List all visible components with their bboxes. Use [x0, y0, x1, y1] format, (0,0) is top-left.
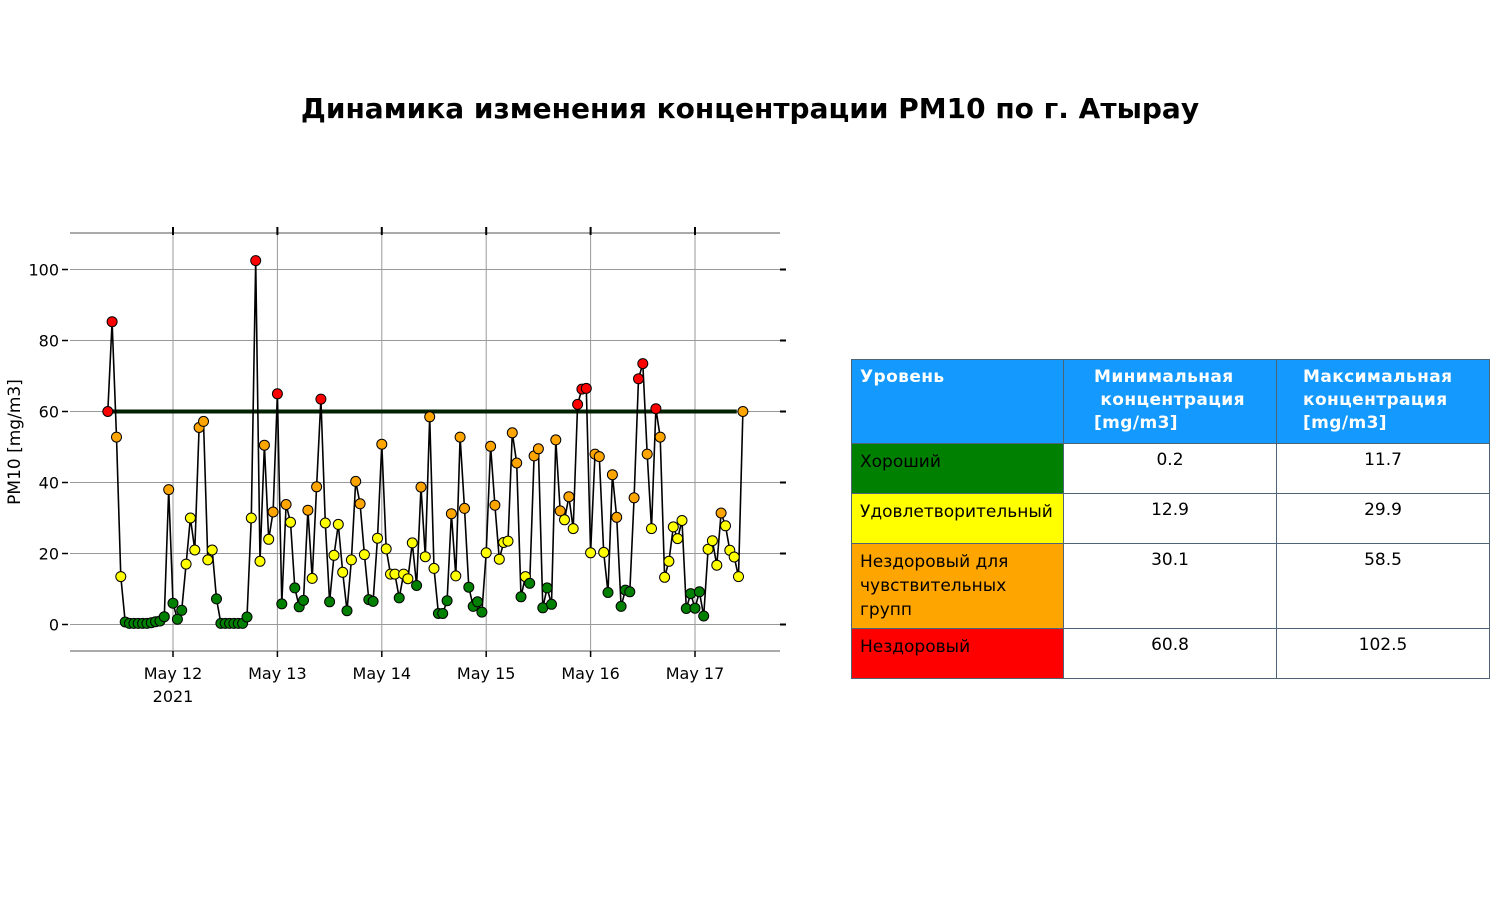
data-point: [586, 548, 596, 558]
y-tick-label: 60: [38, 402, 59, 422]
data-point: [551, 435, 561, 445]
data-point: [564, 492, 574, 502]
data-point: [481, 548, 491, 558]
data-point: [599, 547, 609, 557]
data-point: [333, 519, 343, 529]
data-point: [616, 601, 626, 611]
data-point: [690, 603, 700, 613]
data-point: [159, 612, 169, 622]
data-point: [416, 482, 426, 492]
data-point: [312, 482, 322, 492]
data-point: [381, 544, 391, 554]
data-point: [738, 407, 748, 417]
data-point: [116, 572, 126, 582]
data-point: [512, 458, 522, 468]
table-row: [852, 494, 1490, 544]
data-point: [699, 611, 709, 621]
y-axis-label: PM10 [mg/m3]: [5, 379, 25, 505]
data-point: [694, 587, 704, 597]
data-point: [164, 485, 174, 495]
data-point: [303, 505, 313, 515]
data-point: [429, 563, 439, 573]
data-point: [446, 509, 456, 519]
data-point: [272, 389, 282, 399]
data-point: [603, 588, 613, 598]
data-point: [560, 515, 570, 525]
data-point: [607, 470, 617, 480]
x-tick-label: May 13: [248, 664, 307, 683]
data-point: [325, 597, 335, 607]
data-point: [246, 513, 256, 523]
y-tick-label: 0: [48, 615, 59, 635]
data-point: [729, 552, 739, 562]
data-point: [342, 606, 352, 616]
data-point: [307, 573, 317, 583]
min-cell: 0.2: [1064, 444, 1277, 494]
data-point: [181, 559, 191, 569]
data-point: [207, 545, 217, 555]
table-row: [852, 629, 1490, 679]
max-cell: 29.9: [1277, 494, 1490, 544]
min-cell: 12.9: [1064, 494, 1277, 544]
x-tick-year-label: 2021: [152, 687, 194, 706]
max-cell: 11.7: [1277, 444, 1490, 494]
data-point: [425, 412, 435, 422]
data-point: [168, 598, 178, 608]
x-tick-label: May 16: [561, 664, 620, 683]
data-point: [612, 512, 622, 522]
data-point: [707, 536, 717, 546]
chart-title: Динамика изменения концентрации PM10 по г. Атырау: [300, 92, 1200, 125]
data-point: [212, 594, 222, 604]
data-point: [316, 394, 326, 404]
header-min: Минимальная концентрация [mg/m3]: [1064, 360, 1277, 444]
data-point: [377, 439, 387, 449]
data-point: [642, 449, 652, 459]
data-point: [103, 407, 113, 417]
min-cell: 60.8: [1064, 629, 1277, 679]
data-point: [464, 582, 474, 592]
data-point: [346, 555, 356, 565]
data-point: [277, 599, 287, 609]
data-point: [112, 432, 122, 442]
data-point: [460, 503, 470, 513]
data-point: [199, 416, 209, 426]
data-point: [494, 554, 504, 564]
data-point: [290, 583, 300, 593]
data-point: [721, 521, 731, 531]
data-point: [259, 440, 269, 450]
data-point: [473, 597, 483, 607]
data-point: [594, 452, 604, 462]
data-point: [455, 432, 465, 442]
data-point: [660, 572, 670, 582]
data-point: [647, 524, 657, 534]
data-point: [573, 399, 583, 409]
level-cell: Удовлетворительный: [852, 494, 1064, 544]
data-point: [638, 359, 648, 369]
data-point: [203, 555, 213, 565]
table-header-row: [852, 360, 1490, 444]
data-point: [338, 567, 348, 577]
data-point: [412, 581, 422, 591]
y-tick-label: 20: [38, 544, 59, 564]
data-point: [734, 572, 744, 582]
level-cell: Хороший: [852, 444, 1064, 494]
data-point: [255, 556, 265, 566]
data-point: [407, 538, 417, 548]
data-point: [533, 444, 543, 454]
data-point: [516, 592, 526, 602]
data-point: [568, 524, 578, 534]
y-tick-label: 100: [28, 260, 59, 280]
x-tick-label: May 15: [456, 664, 516, 683]
data-point: [712, 560, 722, 570]
data-point: [286, 517, 296, 527]
data-point: [673, 534, 683, 544]
data-point: [634, 374, 644, 384]
y-tick-label: 40: [38, 473, 59, 493]
data-point: [547, 599, 557, 609]
max-cell: 58.5: [1277, 544, 1490, 629]
data-point: [625, 587, 635, 597]
x-tick-label: May 12: [143, 664, 203, 683]
data-point: [281, 500, 291, 510]
data-point: [264, 534, 274, 544]
data-point: [190, 545, 200, 555]
pm10-series-line: [108, 261, 743, 624]
data-point: [355, 499, 365, 509]
data-point: [451, 571, 461, 581]
level-cell: Нездоровый для чувствительных групп: [852, 544, 1064, 629]
min-cell: 30.1: [1064, 544, 1277, 629]
data-point: [351, 476, 361, 486]
table-row: [852, 444, 1490, 494]
data-point: [107, 317, 117, 327]
data-point: [507, 428, 517, 438]
data-point: [581, 383, 591, 393]
data-point: [542, 583, 552, 593]
data-point: [185, 513, 195, 523]
data-point: [403, 574, 413, 584]
data-point: [525, 578, 535, 588]
data-point: [373, 533, 383, 543]
data-point: [242, 612, 252, 622]
data-point: [420, 552, 430, 562]
y-tick-label: 80: [38, 331, 59, 351]
x-tick-label: May 17: [665, 664, 725, 683]
data-point: [664, 556, 674, 566]
max-cell: 102.5: [1277, 629, 1490, 679]
data-point: [438, 609, 448, 619]
data-point: [629, 493, 639, 503]
header-level: Уровень: [852, 360, 1064, 444]
data-point: [320, 518, 330, 528]
data-point: [651, 404, 661, 414]
header-max: Максимальная концентрация [mg/m3]: [1277, 360, 1490, 444]
data-point: [299, 595, 309, 605]
data-point: [503, 536, 513, 546]
data-point: [329, 550, 339, 560]
data-point: [490, 500, 500, 510]
data-point: [477, 607, 487, 617]
table-row: [852, 544, 1490, 629]
data-point: [394, 593, 404, 603]
data-point: [486, 441, 496, 451]
pm10-levels-table: [851, 359, 1490, 679]
data-point: [668, 522, 678, 532]
data-point: [677, 516, 687, 526]
data-point: [716, 508, 726, 518]
level-cell: Нездоровый: [852, 629, 1064, 679]
x-tick-label: May 14: [352, 664, 412, 683]
data-point: [177, 605, 187, 615]
data-point: [655, 432, 665, 442]
data-point: [368, 596, 378, 606]
data-point: [359, 550, 369, 560]
data-point: [251, 256, 261, 266]
data-point: [442, 596, 452, 606]
data-point: [268, 507, 278, 517]
